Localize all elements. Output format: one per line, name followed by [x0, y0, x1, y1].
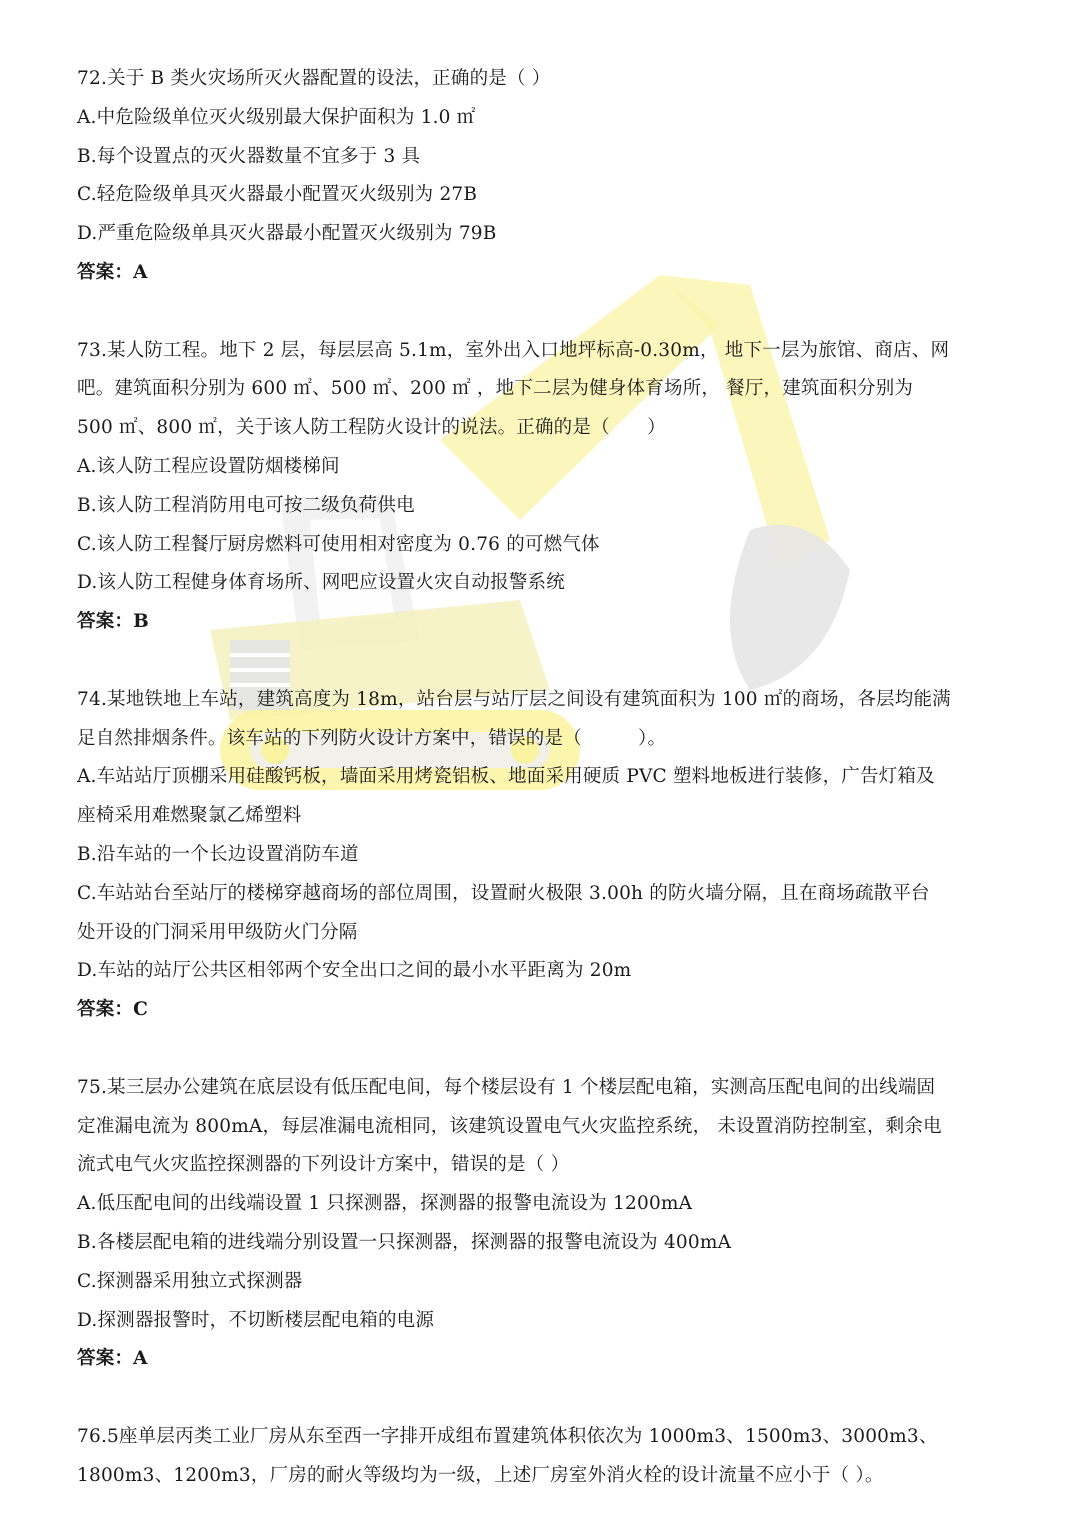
question-72-answer: 答案：A	[77, 261, 148, 283]
question-74-stem-line-2: 足自然排烟条件。该车站的下列防火设计方案中，错误的是（ ）。	[77, 727, 667, 749]
question-72	[77, 60, 1007, 293]
question-76	[77, 1418, 1007, 1496]
question-76-stem-line-1: 76.5座单层丙类工业厂房从东至西一字排开成组布置建筑体积依次为 1000m3、1500m3、3000m3、	[77, 1425, 938, 1447]
question-74-answer: 答案：C	[77, 999, 149, 1021]
question-75-answer: 答案：A	[77, 1348, 148, 1370]
question-72-option-b: B.每个设置点的灭火器数量不宜多于 3 具	[77, 145, 421, 167]
question-73-answer: 答案：B	[77, 611, 149, 633]
question-73-stem-line-3: 500 ㎡、800 ㎡，关于该人防工程防火设计的说法。正确的是（ ）	[77, 417, 666, 439]
question-spacer	[77, 1379, 1007, 1418]
question-73-option-d: D.该人防工程健身体育场所、网吧应设置火灾自动报警系统	[77, 572, 565, 594]
question-74-option-c-line-1: C.车站站台至站厅的楼梯穿越商场的部位周围，设置耐火极限 3.00h 的防火墙分隔，且在商场疏散平台	[77, 882, 930, 904]
question-76-stem-line-2: 1800m3、1200m3，厂房的耐火等级均为一级，上述厂房室外消火栓的设计流量不应小于（ ）。	[77, 1464, 884, 1486]
question-72-option-d: D.严重危险级单具灭火器最小配置灭火级别为 79B	[77, 223, 497, 245]
question-74-stem-line-1: 74.某地铁地上车站，建筑高度为 18m，站台层与站厅层之间设有建筑面积为 100 ㎡的商场，各层均能满	[77, 688, 951, 710]
question-72-option-a: A.中危险级单位灭火级别最大保护面积为 1.0 ㎡	[77, 106, 476, 128]
question-72-stem-line-1: 72.关于 B 类火灾场所灭火器配置的设法，正确的是（ ）	[77, 68, 551, 89]
question-73-option-a: A.该人防工程应设置防烟楼梯间	[77, 455, 340, 477]
question-75-option-b: B.各楼层配电箱的进线端分别设置一只探测器，探测器的报警电流设为 400mA	[77, 1231, 732, 1253]
question-73-stem-line-1: 73.某人防工程。地下 2 层，每层层高 5.1m，室外出入口地坪标高-0.30m， 地下一层为旅馆、商店、网	[77, 339, 950, 361]
question-73-stem-line-2: 吧。建筑面积分别为 600 ㎡、500 ㎡、200 ㎡ ，地下二层为健身体育场所， 餐厅，建筑面积分别为	[77, 378, 914, 400]
question-spacer	[77, 1030, 1007, 1069]
question-75-option-d: D.探测器报警时，不切断楼层配电箱的电源	[77, 1309, 435, 1331]
question-73	[77, 332, 1007, 642]
question-74-option-b: B.沿车站的一个长边设置消防车道	[77, 843, 359, 865]
question-75	[77, 1069, 1007, 1379]
question-75-stem-line-2: 定准漏电流为 800mA，每层准漏电流相同，该建筑设置电气火灾监控系统， 未设置消防控制室，剩余电	[77, 1115, 942, 1137]
question-75-stem-line-3: 流式电气火灾监控探测器的下列设计方案中，错误的是（ ）	[77, 1154, 570, 1176]
question-73-option-b: B.该人防工程消防用电可按二级负荷供电	[77, 494, 415, 516]
question-spacer	[77, 293, 1007, 332]
question-74-option-c-line-2: 处开设的门洞采用甲级防火门分隔	[77, 921, 358, 943]
question-75-option-c: C.探测器采用独立式探测器	[77, 1270, 303, 1292]
question-spacer	[77, 642, 1007, 681]
question-75-option-a: A.低压配电间的出线端设置 1 只探测器，探测器的报警电流设为 1200mA	[77, 1193, 693, 1215]
question-72-option-c: C.轻危险级单具灭火器最小配置灭火级别为 27B	[77, 184, 478, 206]
question-74-option-a-line-1: A.车站站厅顶棚采用硅酸钙板，墙面采用烤瓷铝板、地面采用硬质 PVC 塑料地板进行装修，广告灯箱及	[77, 766, 935, 788]
question-74-option-a-line-2: 座椅采用难燃聚氯乙烯塑料	[77, 805, 302, 827]
question-75-stem-line-1: 75.某三层办公建筑在底层设有低压配电间，每个楼层设有 1 个楼层配电箱，实测高压配电间的出线端固	[77, 1076, 936, 1098]
question-73-option-c: C.该人防工程餐厅厨房燃料可使用相对密度为 0.76 的可燃气体	[77, 533, 600, 555]
question-list	[77, 60, 1007, 1495]
question-74-option-d: D.车站的站厅公共区相邻两个安全出口之间的最小水平距离为 20m	[77, 960, 632, 982]
question-74	[77, 681, 1007, 1030]
